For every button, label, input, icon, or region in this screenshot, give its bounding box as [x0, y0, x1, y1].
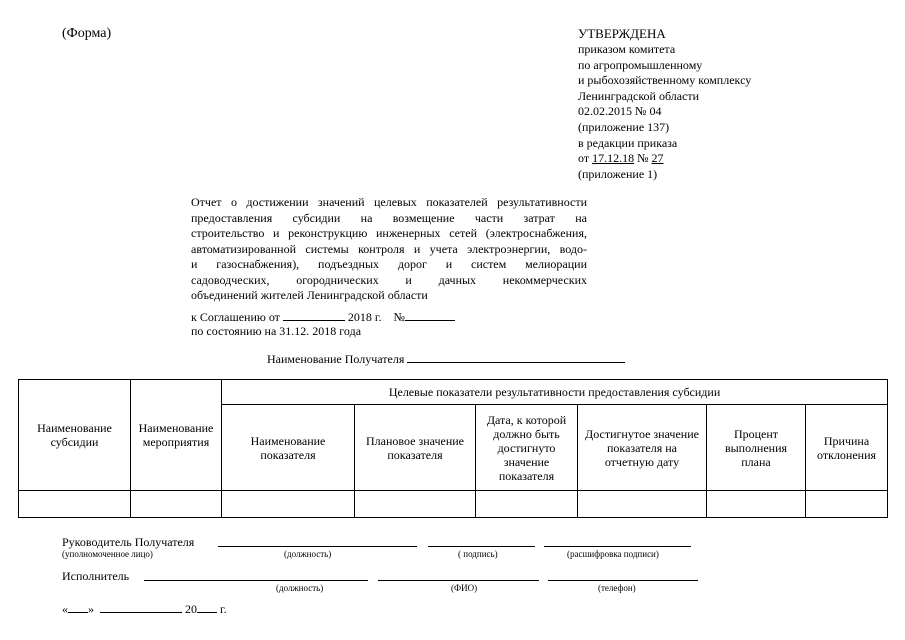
agreement-prefix: к Соглашению от	[191, 310, 280, 324]
recipient-blank[interactable]	[407, 351, 625, 363]
approval-line: и рыбохозяйственному комплексу	[578, 73, 752, 88]
report-title	[191, 195, 587, 304]
date-year-suffix: г.	[220, 602, 227, 616]
agreement-number-blank[interactable]	[405, 309, 455, 321]
header-group: Целевые показатели результативности предоставления субсидии	[222, 380, 888, 405]
cell-achieved[interactable]	[578, 491, 707, 518]
header-percent: Процент выполнения плана	[707, 405, 806, 491]
cell-subsidy[interactable]	[19, 491, 131, 518]
order-from: от	[578, 151, 590, 166]
caption-position: (должность)	[284, 549, 332, 559]
approval-line: по агропромышленному	[578, 57, 703, 72]
caption-fio: (ФИО)	[451, 583, 478, 593]
agreement-year: 2018 г.	[347, 310, 382, 324]
header-measure: Наименование мероприятия	[131, 380, 222, 491]
approval-line: приказом комитета	[578, 42, 676, 56]
head-position-line[interactable]	[218, 546, 417, 547]
date-day-blank[interactable]	[68, 601, 88, 613]
order-no-sign: №	[637, 151, 649, 166]
header-achieved: Достигнутое значение показателя на отчетную дату	[578, 405, 707, 491]
date-month-blank[interactable]	[100, 601, 182, 613]
executor-fio-line[interactable]	[378, 580, 539, 581]
order-number: 27	[651, 151, 664, 166]
status-line: по состоянию на 31.12. 2018 года	[191, 324, 362, 338]
head-decoding-line[interactable]	[544, 546, 691, 547]
cell-plan[interactable]	[355, 491, 476, 518]
report-title-line: объединений жителей Ленинградской области	[191, 288, 428, 302]
order-date: 17.12.18	[592, 151, 635, 166]
approval-line: в редакции приказа	[578, 135, 678, 150]
header-subsidy: Наименование субсидии	[19, 380, 131, 491]
recipient-label: Наименование Получателя	[267, 352, 405, 366]
header-reason: Причина отклонения	[806, 405, 888, 491]
head-sub-label: (уполномоченное лицо)	[62, 549, 153, 559]
date-open-quote: «	[62, 602, 68, 616]
approval-line: Ленинградской области	[578, 88, 700, 103]
caption-phone: (телефон)	[598, 583, 636, 593]
agreement-no-sign: №	[393, 310, 405, 324]
approval-line: 02.02.2015 № 04	[578, 104, 662, 119]
approval-line: (приложение 137)	[578, 119, 670, 134]
approved-title: УТВЕРЖДЕНА	[578, 26, 666, 41]
report-title-line: строительство и реконструкцию инженерных сетей (электроснабжения,	[191, 226, 587, 240]
head-label: Руководитель Получателя	[62, 535, 195, 549]
order-appendix: (приложение 1)	[578, 166, 658, 181]
date-year-prefix: 20	[185, 602, 197, 616]
approval-block	[578, 42, 751, 182]
executor-label: Исполнитель	[62, 569, 130, 583]
order-line	[578, 151, 751, 167]
cell-measure[interactable]	[131, 491, 222, 518]
agreement-date-blank[interactable]	[283, 309, 345, 321]
report-title-line: предоставления субсидии на возмещение части затрат на	[191, 210, 587, 225]
form-label: (Форма)	[62, 26, 112, 41]
report-title-line: автоматизированной системы контроля и учета электроэнергии, водо-	[191, 241, 587, 256]
executor-position-line[interactable]	[144, 580, 368, 581]
cell-date[interactable]	[476, 491, 578, 518]
report-title-line: и газоснабжения), подъездных дорог и систем мелиорации	[191, 257, 587, 271]
agreement-line	[191, 309, 455, 324]
header-date: Дата, к которой должно быть достигнуто значение показателя	[476, 405, 578, 491]
date-close-quote: »	[88, 602, 94, 616]
header-indicator: Наименование показателя	[222, 405, 355, 491]
recipient-row	[267, 351, 625, 367]
table-row	[19, 491, 888, 518]
header-plan: Плановое значение показателя	[355, 405, 476, 491]
report-title-line: Отчет о достижении значений целевых показателей результативности	[191, 195, 587, 209]
cell-reason[interactable]	[806, 491, 888, 518]
caption-position-2: (должность)	[276, 583, 324, 593]
caption-signature: ( подпись)	[458, 549, 498, 559]
cell-indicator[interactable]	[222, 491, 355, 518]
date-row	[62, 601, 227, 617]
cell-percent[interactable]	[707, 491, 806, 518]
caption-decoding: (расшифровка подписи)	[567, 549, 659, 559]
agreement-block	[191, 309, 455, 338]
date-year-blank[interactable]	[197, 601, 217, 613]
executor-phone-line[interactable]	[548, 580, 698, 581]
report-title-line: садоводческих, огороднических и дачных некоммерческих	[191, 272, 587, 287]
head-signature-line[interactable]	[428, 546, 535, 547]
indicators-table	[18, 379, 888, 518]
